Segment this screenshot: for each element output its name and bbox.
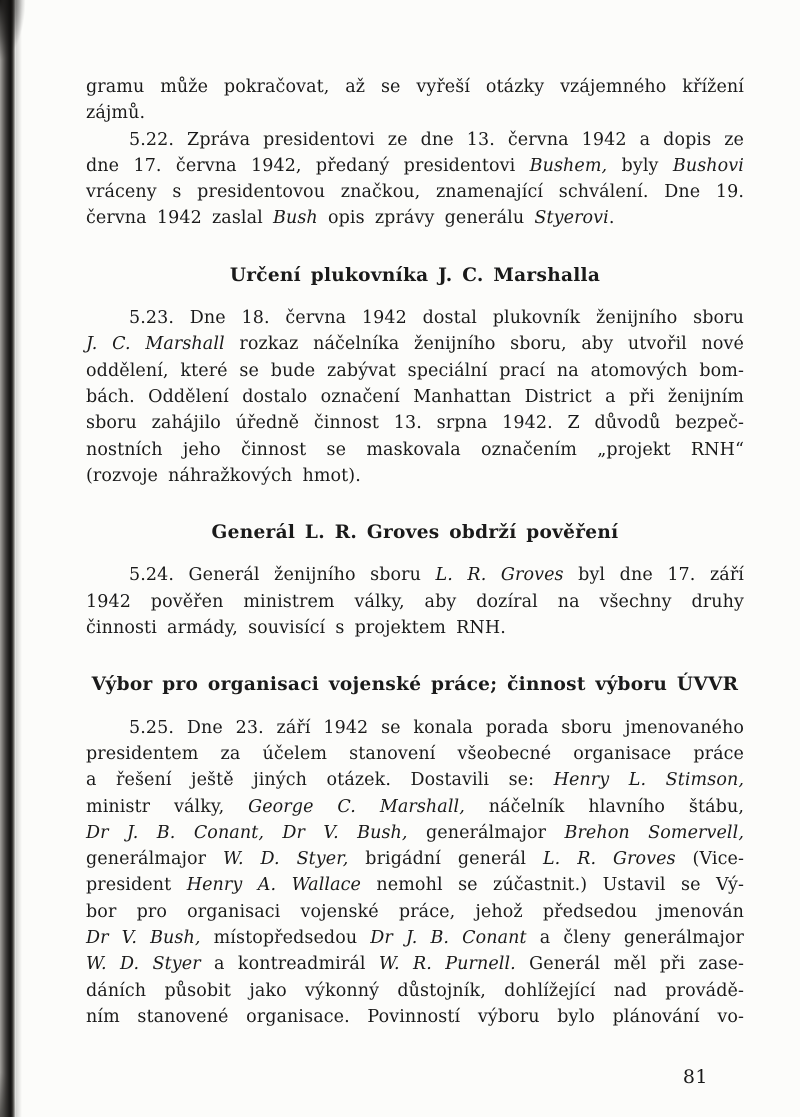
text-run: (Vice- <box>675 849 744 870</box>
section-heading-vybor-uvvr: Výbor pro organisaci vojenské práce; činnost výboru ÚVVR <box>91 674 739 696</box>
text-line <box>86 384 744 410</box>
italic-text-run: L. R. Groves <box>542 849 676 870</box>
text-run: byl dne 17. září <box>563 565 744 586</box>
text-line <box>86 463 744 489</box>
text-line <box>86 562 744 588</box>
text-line <box>86 951 744 977</box>
text-line <box>86 1004 744 1030</box>
text-run: byly <box>607 155 673 176</box>
text-run: a řešení ještě jiných otázek. Dostavili se: <box>86 770 554 791</box>
paragraph-continuation <box>86 74 744 127</box>
italic-text-run: L. R. Groves <box>435 565 564 586</box>
text-line <box>86 741 744 767</box>
paragraph-5-23 <box>86 305 744 489</box>
text-run: ministr války, <box>86 796 249 817</box>
text-run: a kontreadmirál <box>200 954 379 975</box>
italic-text-run: Henry L. Stimson, <box>553 770 744 791</box>
text-run: června 1942 zaslal <box>86 208 273 229</box>
text-run: president <box>86 875 187 896</box>
text-run: (rozvoje náhražkových hmot). <box>86 465 361 486</box>
section-heading-marshall: Určení plukovníka J. C. Marshalla <box>229 264 601 286</box>
italic-text-run: Bush <box>273 208 318 229</box>
text-run: a členy generálmajor <box>526 928 744 949</box>
italic-text-run: W. D. Styer, <box>223 849 349 870</box>
text-run: sboru zahájilo úředně činnost 13. srpna 1942. Z důvodů bezpeč- <box>86 413 744 434</box>
text-line <box>86 767 744 793</box>
italic-text-run: Brehon Somervell, <box>564 822 744 843</box>
text-line <box>86 358 744 384</box>
text-run: nostních jeho činnost se maskovala označením „projekt RNH“ <box>86 439 744 460</box>
text-line <box>86 846 744 872</box>
text-run: presidentem za účelem stanovení všeobecné organisace práce <box>86 743 744 764</box>
text-run: generálmajor <box>407 822 565 843</box>
italic-text-run: Dr J. B. Conant <box>370 928 527 949</box>
text-line <box>86 74 744 100</box>
text-run: oddělení, které se bude zabývat speciální prací na atomových bom- <box>86 360 744 381</box>
text-run: opis zprávy generálu <box>317 208 535 229</box>
italic-text-run: Dr V. Bush, <box>86 928 201 949</box>
text-line <box>86 615 744 641</box>
page-text-column <box>86 74 744 1030</box>
paragraph-5-22 <box>86 127 744 232</box>
text-line <box>86 794 744 820</box>
text-run: vráceny s presidentovou značkou, znamenající schválení. Dne 19. <box>86 182 744 203</box>
text-line <box>86 925 744 951</box>
text-line <box>86 589 744 615</box>
italic-text-run: Bushem, <box>529 155 608 176</box>
paragraph-5-25 <box>86 715 744 1031</box>
italic-text-run: W. R. Purnell. <box>378 954 516 975</box>
text-line <box>86 820 744 846</box>
text-line <box>86 179 744 205</box>
text-run: Generál měl při zase- <box>515 954 744 975</box>
text-run: ním stanovené organisace. Povinností výboru bylo plánování vo- <box>86 1006 744 1027</box>
text-line <box>86 205 744 231</box>
scan-shadow-top <box>0 0 34 80</box>
text-run: zájmů. <box>86 103 146 124</box>
text-run: dáních působit jako výkonný důstojník, dohlížející nad provádě- <box>86 980 744 1001</box>
text-line <box>86 153 744 179</box>
italic-text-run: J. C. Marshall <box>86 334 225 355</box>
scan-shadow-bottom <box>0 1057 22 1117</box>
text-line <box>86 127 744 153</box>
text-line <box>86 410 744 436</box>
text-run: činnosti armády, souvisící s projektem RNH. <box>86 618 506 639</box>
text-run: generálmajor <box>86 849 223 870</box>
text-run: místopředsedou <box>200 928 371 949</box>
section-heading-groves: Generál L. R. Groves obdrží pověření <box>211 522 619 544</box>
text-run: 5.23. Dne 18. června 1942 dostal plukovník ženijního sboru <box>129 308 744 329</box>
scan-binding-shadow <box>0 0 16 1117</box>
text-run: dne 17. června 1942, předaný presidentovi <box>86 155 530 176</box>
text-run: bách. Oddělení dostalo označení Manhattan District a při ženijním <box>86 386 744 407</box>
italic-text-run: Dr J. B. Conant, Dr V. Bush, <box>86 822 408 843</box>
text-run: 1942 pověřen ministrem války, aby dozíral na všechny druhy <box>86 591 744 612</box>
text-run: 5.24. Generál ženijního sboru <box>129 565 436 586</box>
italic-text-run: George C. Marshall, <box>248 796 465 817</box>
italic-text-run: Bushovi <box>672 155 744 176</box>
text-run: gramu může pokračovat, až se vyřeší otázky vzájemného křížení <box>86 77 744 97</box>
italic-text-run: Henry A. Wallace <box>186 875 361 896</box>
text-run: . <box>608 208 615 229</box>
italic-text-run: W. D. Styer <box>86 954 201 975</box>
text-line <box>86 100 744 126</box>
text-line <box>86 978 744 1004</box>
text-line <box>86 899 744 925</box>
text-line <box>86 437 744 463</box>
page-number: 81 <box>682 1066 708 1088</box>
text-run: 5.25. Dne 23. září 1942 se konala porada sboru jmenovaného <box>129 717 744 738</box>
text-line <box>86 331 744 357</box>
text-line <box>86 872 744 898</box>
text-run: bor pro organisaci vojenské práce, jehož předsedou jmenován <box>86 901 744 922</box>
italic-text-run: Styerovi <box>534 208 609 229</box>
text-line <box>86 715 744 741</box>
text-run: brigádní generál <box>348 849 543 870</box>
text-run: náčelník hlavního štábu, <box>464 796 744 817</box>
text-run: rozkaz náčelníka ženijního sboru, aby utvořil nové <box>224 334 744 355</box>
text-run: 5.22. Zpráva presidentovi ze dne 13. června 1942 a dopis ze <box>129 129 744 150</box>
text-run: nemohl se zúčastnit.) Ustavil se Vý- <box>360 875 744 896</box>
text-line <box>86 305 744 331</box>
paragraph-5-24 <box>86 562 744 641</box>
